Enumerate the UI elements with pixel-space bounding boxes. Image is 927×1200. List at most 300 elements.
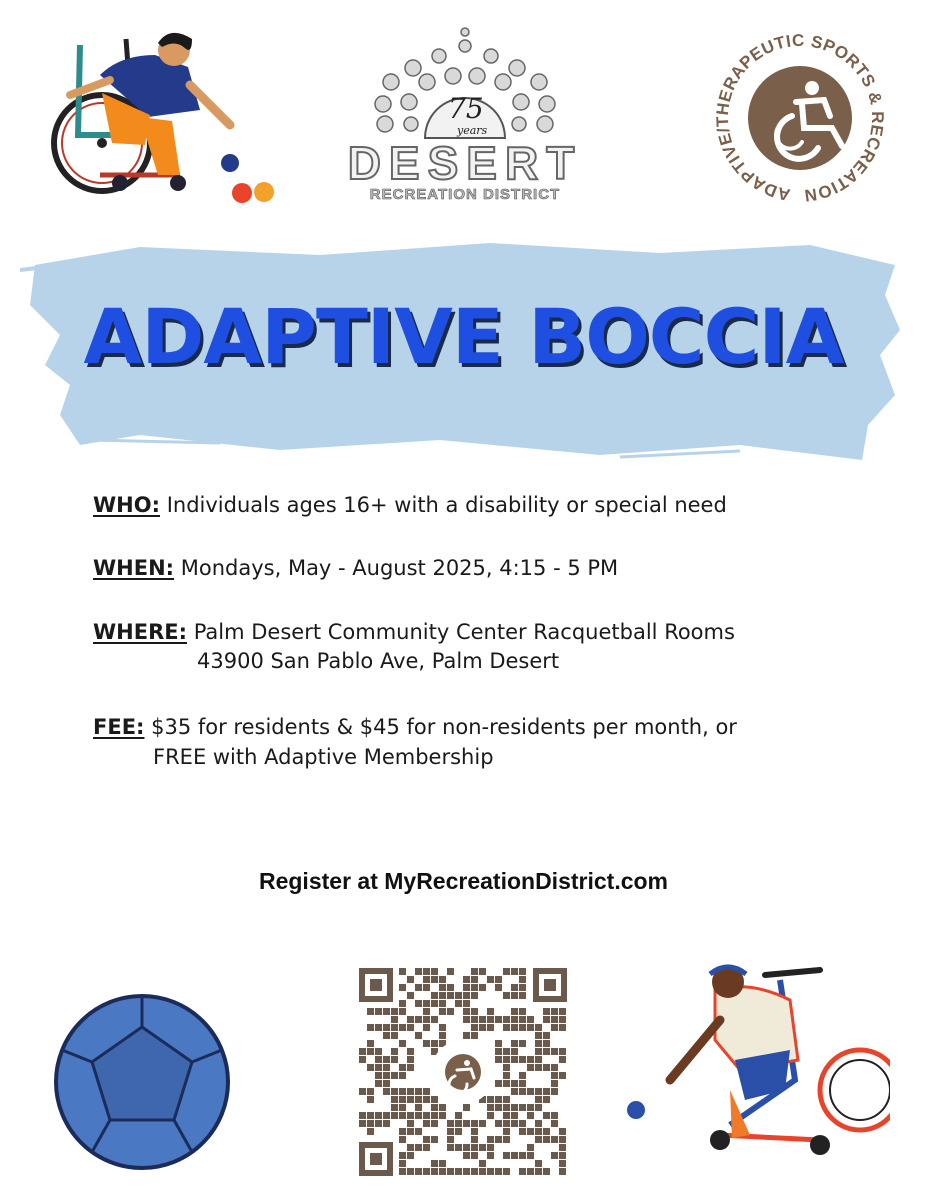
qr-module (407, 992, 414, 999)
qr-module (431, 1000, 438, 1007)
qr-module (471, 984, 478, 991)
qr-module (399, 1088, 406, 1095)
when-line (93, 553, 618, 584)
qr-module (471, 1144, 478, 1151)
qr-module (463, 1144, 470, 1151)
qr-module (503, 1080, 510, 1087)
qr-module (495, 1096, 502, 1103)
qr-module (415, 1112, 422, 1119)
qr-module (383, 1064, 390, 1071)
qr-module (503, 1104, 510, 1111)
qr-module (415, 1088, 422, 1095)
qr-module (487, 1112, 494, 1119)
qr-module (487, 1144, 494, 1151)
qr-module (407, 1120, 414, 1127)
qr-module (551, 1120, 558, 1127)
qr-module (359, 1048, 366, 1055)
qr-module (375, 1112, 382, 1119)
who-text: Individuals ages 16+ with a disability or special need (166, 493, 727, 517)
qr-module (487, 1104, 494, 1111)
qr-module (423, 968, 430, 975)
qr-module (439, 1160, 446, 1167)
fee-label: FEE: (93, 715, 145, 739)
qr-module (511, 1056, 518, 1063)
qr-module (447, 984, 454, 991)
qr-module (479, 1160, 486, 1167)
qr-module (367, 1040, 374, 1047)
qr-module (503, 992, 510, 999)
qr-module (519, 1088, 526, 1095)
qr-module (399, 1040, 406, 1047)
qr-module (519, 1024, 526, 1031)
qr-module (543, 1040, 550, 1047)
qr-module (431, 1096, 438, 1103)
qr-module (543, 1088, 550, 1095)
qr-module (471, 992, 478, 999)
qr-module (423, 1024, 430, 1031)
qr-module (535, 1088, 542, 1095)
qr-module (559, 1016, 566, 1023)
qr-module (463, 992, 470, 999)
qr-module (383, 1032, 390, 1039)
qr-module (551, 1008, 558, 1015)
qr-module (407, 1096, 414, 1103)
qr-module (527, 1024, 534, 1031)
qr-module (479, 1024, 486, 1031)
qr-module (519, 984, 526, 991)
qr-module (519, 992, 526, 999)
qr-module (495, 1016, 502, 1023)
qr-module (495, 976, 502, 983)
qr-module (431, 992, 438, 999)
qr-module (519, 1120, 526, 1127)
qr-module (495, 1080, 502, 1087)
qr-module (463, 1168, 470, 1175)
qr-module (551, 1080, 558, 1087)
qr-module (423, 1088, 430, 1095)
register-link-text: Register at MyRecreationDistrict.com (258, 868, 668, 894)
anniversary-number: 75 (448, 92, 484, 125)
qr-module (503, 1152, 510, 1159)
qr-module (471, 1016, 478, 1023)
qr-module (367, 1048, 374, 1055)
qr-module (511, 984, 518, 991)
qr-module (375, 1064, 382, 1071)
who-label: WHO: (93, 493, 160, 517)
qr-module (535, 1048, 542, 1055)
qr-module (551, 1136, 558, 1143)
qr-module (367, 1128, 374, 1135)
qr-module (407, 1152, 414, 1159)
qr-module (447, 1136, 454, 1143)
qr-module (423, 1096, 430, 1103)
qr-module (511, 968, 518, 975)
qr-module (559, 1168, 566, 1175)
qr-module (423, 1120, 430, 1127)
qr-module (479, 984, 486, 991)
qr-module (471, 1008, 478, 1015)
qr-module (511, 1104, 518, 1111)
qr-module (519, 1016, 526, 1023)
qr-module (407, 1112, 414, 1119)
qr-module (503, 1096, 510, 1103)
qr-module (503, 968, 510, 975)
qr-module (463, 1032, 470, 1039)
qr-module (503, 1136, 510, 1143)
qr-module (439, 984, 446, 991)
qr-module (487, 1096, 494, 1103)
qr-module (559, 1024, 566, 1031)
qr-module (455, 1112, 462, 1119)
qr-module (359, 1088, 366, 1095)
qr-module (399, 1024, 406, 1031)
qr-module (503, 1024, 510, 1031)
qr-module (391, 1016, 398, 1023)
logo-circle (748, 66, 852, 170)
qr-module (447, 1168, 454, 1175)
qr-module (431, 968, 438, 975)
qr-module (407, 1024, 414, 1031)
qr-module (455, 1000, 462, 1007)
qr-module (519, 1128, 526, 1135)
qr-module (471, 1032, 478, 1039)
qr-module (495, 984, 502, 991)
qr-module (431, 1104, 438, 1111)
qr-module (455, 992, 462, 999)
qr-module (415, 984, 422, 991)
qr-module (447, 968, 454, 975)
qr-module (447, 992, 454, 999)
qr-module (519, 1040, 526, 1047)
qr-module (399, 1008, 406, 1015)
qr-module (399, 1168, 406, 1175)
qr-module (407, 1144, 414, 1151)
qr-module (415, 1032, 422, 1039)
qr-module (559, 1160, 566, 1167)
qr-module (535, 1136, 542, 1143)
qr-module (423, 1008, 430, 1015)
qr-module (519, 1080, 526, 1087)
qr-module (367, 1112, 374, 1119)
qr-module (423, 1016, 430, 1023)
qr-module (511, 1048, 518, 1055)
qr-module (415, 1016, 422, 1023)
qr-module (359, 1056, 366, 1063)
qr-module (559, 1136, 566, 1143)
qr-module (471, 1120, 478, 1127)
qr-module (519, 1056, 526, 1063)
qr-module (391, 1104, 398, 1111)
qr-module (375, 1072, 382, 1079)
qr-module (495, 1056, 502, 1063)
qr-module (375, 1048, 382, 1055)
qr-module (391, 1096, 398, 1103)
qr-module (527, 1056, 534, 1063)
qr-module (367, 1120, 374, 1127)
qr-module (503, 1056, 510, 1063)
qr-module (431, 1120, 438, 1127)
where-text: Palm Desert Community Center Racquetball Rooms (193, 620, 735, 644)
qr-module (391, 1072, 398, 1079)
qr-module (407, 1064, 414, 1071)
qr-module (511, 992, 518, 999)
qr-module (543, 1096, 550, 1103)
qr-module (535, 1040, 542, 1047)
qr-module (527, 1088, 534, 1095)
qr-module (383, 1072, 390, 1079)
qr-module (463, 1120, 470, 1127)
qr-module (407, 1056, 414, 1063)
qr-module (463, 1152, 470, 1159)
qr-module (423, 984, 430, 991)
qr-module (519, 976, 526, 983)
qr-module (543, 1128, 550, 1135)
qr-module (487, 976, 494, 983)
qr-module (519, 1072, 526, 1079)
qr-module (511, 1008, 518, 1015)
qr-module (543, 1168, 550, 1175)
qr-module (423, 1112, 430, 1119)
qr-module (455, 1144, 462, 1151)
qr-module (551, 1048, 558, 1055)
qr-module (383, 1120, 390, 1127)
qr-module (383, 1056, 390, 1063)
qr-module (527, 1152, 534, 1159)
qr-module (423, 1168, 430, 1175)
qr-module (463, 1000, 470, 1007)
qr-module (495, 1048, 502, 1055)
qr-module (391, 1048, 398, 1055)
qr-module (503, 1072, 510, 1079)
qr-module (527, 1128, 534, 1135)
qr-module (447, 1120, 454, 1127)
qr-module (431, 1112, 438, 1119)
qr-module (535, 1024, 542, 1031)
qr-module (439, 1000, 446, 1007)
qr-module (503, 1048, 510, 1055)
qr-module (423, 1040, 430, 1047)
qr-module (439, 1032, 446, 1039)
qr-module (543, 1048, 550, 1055)
qr-module (431, 976, 438, 983)
qr-module (375, 1008, 382, 1015)
qr-module (495, 1120, 502, 1127)
qr-module (423, 1144, 430, 1151)
qr-module (543, 1008, 550, 1015)
where-label: WHERE: (93, 620, 187, 644)
qr-module (551, 1016, 558, 1023)
where-line (93, 617, 735, 648)
qr-module (487, 1136, 494, 1143)
qr-module (439, 1024, 446, 1031)
fee-text: $35 for residents & $45 for non-residents per month, or (151, 715, 737, 739)
qr-module (399, 1152, 406, 1159)
boccia-ball-illustration (52, 992, 232, 1172)
qr-module (535, 1056, 542, 1063)
qr-module (367, 1088, 374, 1095)
qr-module (423, 1136, 430, 1143)
qr-module (407, 1048, 414, 1055)
who-line (93, 490, 727, 521)
qr-module (415, 968, 422, 975)
qr-module (551, 1072, 558, 1079)
qr-module (471, 976, 478, 983)
fee-line (93, 712, 737, 743)
qr-module (375, 1120, 382, 1127)
qr-module (407, 1088, 414, 1095)
qr-module (535, 1064, 542, 1071)
qr-module (559, 1152, 566, 1159)
wheelchair-athlete-illustration-throwing (620, 960, 890, 1175)
qr-module (383, 1088, 390, 1095)
qr-module (503, 1128, 510, 1135)
qr-module (559, 1072, 566, 1079)
qr-module (527, 1112, 534, 1119)
qr-module (487, 1168, 494, 1175)
qr-module (463, 976, 470, 983)
fee-membership: FREE with Adaptive Membership (153, 745, 494, 769)
qr-module (519, 1104, 526, 1111)
qr-module (543, 1032, 550, 1039)
qr-module (439, 976, 446, 983)
qr-module (455, 1120, 462, 1127)
qr-module (423, 1000, 430, 1007)
qr-module (487, 1008, 494, 1015)
qr-module (399, 1112, 406, 1119)
qr-module (527, 1064, 534, 1071)
qr-module (431, 1136, 438, 1143)
qr-module (551, 1152, 558, 1159)
qr-module (471, 1128, 478, 1135)
qr-module (439, 1168, 446, 1175)
qr-module (511, 1152, 518, 1159)
qr-module (503, 1120, 510, 1127)
logo-subtitle: RECREATION DISTRICT (369, 186, 561, 203)
qr-module (503, 1112, 510, 1119)
qr-module (511, 1016, 518, 1023)
qr-module (559, 1048, 566, 1055)
qr-module (511, 1024, 518, 1031)
qr-module (383, 1080, 390, 1087)
qr-module (391, 1088, 398, 1095)
qr-module (559, 1128, 566, 1135)
when-text: Mondays, May - August 2025, 4:15 - 5 PM (180, 556, 619, 580)
qr-module (519, 968, 526, 975)
qr-module (503, 1064, 510, 1071)
qr-module (503, 1168, 510, 1175)
wheelchair-athlete-illustration (40, 25, 290, 215)
qr-module (479, 968, 486, 975)
qr-module (439, 1104, 446, 1111)
qr-module (535, 1128, 542, 1135)
qr-module (367, 1024, 374, 1031)
qr-module (551, 1088, 558, 1095)
qr-module (471, 1024, 478, 1031)
qr-module (543, 1136, 550, 1143)
where-address: 43900 San Pablo Ave, Palm Desert (197, 649, 560, 673)
qr-code[interactable] (357, 966, 569, 1178)
qr-module (415, 1128, 422, 1135)
qr-module (519, 1008, 526, 1015)
qr-module (407, 976, 414, 983)
qr-module (551, 1112, 558, 1119)
qr-module (359, 1112, 366, 1119)
qr-module (463, 984, 470, 991)
qr-module (527, 1168, 534, 1175)
qr-module (359, 1120, 366, 1127)
qr-module (479, 1016, 486, 1023)
qr-module (399, 984, 406, 991)
qr-module (415, 1144, 422, 1151)
qr-module (511, 1080, 518, 1087)
qr-module (383, 1008, 390, 1015)
qr-module (455, 1128, 462, 1135)
qr-module (415, 1168, 422, 1175)
qr-module (399, 1128, 406, 1135)
qr-module (447, 1008, 454, 1015)
qr-module (367, 1096, 374, 1103)
anniversary-years: years (457, 124, 488, 137)
qr-module (439, 1008, 446, 1015)
page-title: ADAPTIVE BOCCIA (83, 292, 844, 381)
qr-module (391, 1032, 398, 1039)
qr-module (495, 1040, 502, 1047)
qr-module (543, 1064, 550, 1071)
qr-module (391, 1024, 398, 1031)
qr-module (399, 968, 406, 975)
qr-module (471, 1136, 478, 1143)
qr-module (439, 1112, 446, 1119)
qr-module (431, 1040, 438, 1047)
qr-module (423, 976, 430, 983)
qr-module (543, 1112, 550, 1119)
qr-module (535, 1160, 542, 1167)
qr-module (503, 1016, 510, 1023)
qr-module (559, 1144, 566, 1151)
qr-module (535, 1168, 542, 1175)
desert-recreation-district-logo (335, 20, 595, 210)
qr-module (431, 1168, 438, 1175)
qr-module (447, 1128, 454, 1135)
qr-module (527, 1144, 534, 1151)
qr-module (415, 1000, 422, 1007)
qr-module (543, 1016, 550, 1023)
qr-module (399, 1136, 406, 1143)
qr-module (367, 1008, 374, 1015)
qr-module (535, 1120, 542, 1127)
qr-module (535, 1104, 542, 1111)
qr-module (375, 1056, 382, 1063)
logo-ring-text: ADAPTIVE/THERAPEUTIC SPORTS & RECREATION (712, 30, 888, 206)
qr-module (463, 1104, 470, 1111)
qr-module (463, 1016, 470, 1023)
qr-module (415, 1104, 422, 1111)
qr-module (535, 1096, 542, 1103)
qr-module (431, 1160, 438, 1167)
qr-module (399, 1000, 406, 1007)
qr-module (471, 1168, 478, 1175)
qr-module (399, 1096, 406, 1103)
qr-module (559, 1056, 566, 1063)
qr-module (471, 1152, 478, 1159)
qr-module (495, 1136, 502, 1143)
qr-module (559, 1008, 566, 1015)
qr-module (455, 1168, 462, 1175)
qr-module (447, 1144, 454, 1151)
qr-module (399, 1104, 406, 1111)
qr-module (479, 1168, 486, 1175)
when-label: WHEN: (93, 556, 175, 580)
